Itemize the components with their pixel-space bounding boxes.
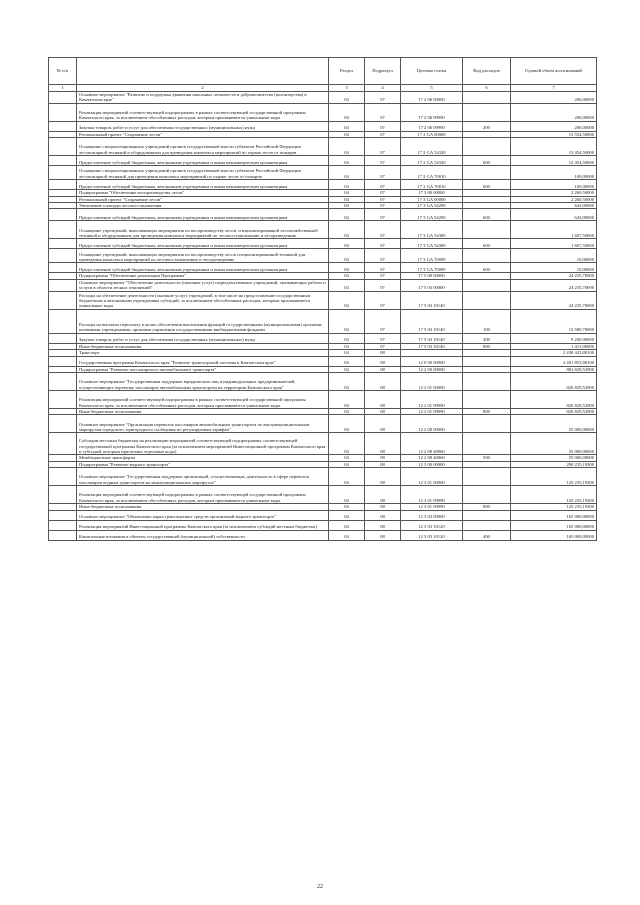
colnum: 7: [511, 85, 597, 92]
cell-sum: 125 235,19300: [511, 504, 597, 510]
cell-vid: [463, 291, 511, 309]
cell-razdel: 04: [329, 309, 365, 333]
cell-sum: 24 235,70000: [511, 291, 597, 309]
cell-razdel: 04: [329, 209, 365, 221]
table-row: [49, 530, 597, 540]
cell-sum: 1 607,50000: [511, 221, 597, 239]
cell-name: Иные бюджетные ассигнования: [77, 409, 329, 415]
table-row: [49, 520, 597, 530]
cell-stat: 17 2 GA 70010: [401, 180, 463, 190]
cell-podrazdel: 07: [365, 343, 401, 349]
cell-podrazdel: 07: [365, 138, 401, 156]
cell-razdel: 04: [329, 131, 365, 137]
table-row: [49, 92, 597, 104]
cell-vid: 600: [463, 239, 511, 249]
cell-razdel: 04: [329, 279, 365, 291]
cell-sum: 826 829,52900: [511, 373, 597, 391]
cell-num: [49, 391, 77, 409]
cell-name: Иные бюджетные ассигнования: [77, 343, 329, 349]
cell-sum: 55 000,00000: [511, 433, 597, 455]
cell-podrazdel: 07: [365, 333, 401, 343]
cell-stat: 17 5 03 10140: [401, 343, 463, 349]
cell-stat: 12 2 08 00000: [401, 415, 463, 433]
colnum: 1: [49, 85, 77, 92]
cell-name: Увеличение площади лесовосстановления: [77, 203, 329, 209]
cell-name: Субсидии местным бюджетам на реализацию мероприятий соответствующей подпрограммы соответствующей государственной программы Камчатского края (за исключением мероприятий Инвестиционной программы Камчатского края и субсидий, которым присвоены отдельные коды): [77, 433, 329, 455]
cell-name: Государственная программа Камчатского края "Развитие транспортной системы в Камчатском крае": [77, 356, 329, 366]
cell-vid: [463, 138, 511, 156]
cell-name: Реализация мероприятий соответствующей подпрограммы в рамках соответствующей государственной программы Камчатского края, за исключением обособленных расходов, которым присваиваются уникальные коды: [77, 391, 329, 409]
cell-razdel: 04: [329, 121, 365, 131]
cell-num: [49, 530, 77, 540]
cell-sum: 9 240,00000: [511, 333, 597, 343]
table-row: [49, 415, 597, 433]
cell-name: Региональный проект "Сохранение лесов": [77, 131, 329, 137]
table-row: [49, 156, 597, 166]
colnum: 5: [401, 85, 463, 92]
cell-vid: [463, 103, 511, 121]
cell-stat: 17 3 GA 54290: [401, 209, 463, 221]
cell-razdel: 04: [329, 391, 365, 409]
cell-name: Предоставление субсидий бюджетным, автономным учреждениям и иным некоммерческим организациям: [77, 156, 329, 166]
cell-num: [49, 180, 77, 190]
cell-vid: 500: [463, 455, 511, 461]
cell-stat: 17 5 03 10140: [401, 333, 463, 343]
cell-name: Оснащение учреждений, выполняющих мероприятия по воспроизводству лесов, специализированной лесохозяйственной техникой и оборудованием для проведения комплекса мероприятий по лесовосстановлению и лесоразведению: [77, 221, 329, 239]
cell-razdel: 04: [329, 486, 365, 504]
cell-podrazdel: 08: [365, 530, 401, 540]
cell-stat: 12 3 01 00000: [401, 468, 463, 486]
cell-vid: 800: [463, 343, 511, 349]
cell-name: Подпрограмма "Развитие водного транспорта": [77, 461, 329, 467]
cell-name: Предоставление субсидий бюджетным, автономным учреждениям и иным некоммерческим организациям: [77, 180, 329, 190]
cell-name: Реализация мероприятий соответствующей подпрограммы в рамках соответствующей государственной программы Камчатского края, за исключением обособленных расходов, которым присваиваются уникальные коды: [77, 103, 329, 121]
cell-sum: 643,00000: [511, 209, 597, 221]
cell-podrazdel: 07: [365, 131, 401, 137]
cell-podrazdel: 07: [365, 209, 401, 221]
cell-podrazdel: 07: [365, 103, 401, 121]
cell-stat: 17 3 GA 54290: [401, 203, 463, 209]
header-stat: Целевая статья: [401, 58, 463, 85]
cell-razdel: 04: [329, 433, 365, 455]
cell-num: [49, 356, 77, 366]
cell-sum: 165 000,00000: [511, 530, 597, 540]
colnum: 2: [77, 85, 329, 92]
table-row: [49, 209, 597, 221]
cell-sum: 55 000,00000: [511, 455, 597, 461]
cell-podrazdel: 07: [365, 239, 401, 249]
cell-num: [49, 279, 77, 291]
table-row: [49, 121, 597, 131]
cell-vid: 600: [463, 263, 511, 273]
cell-num: [49, 209, 77, 221]
table-row: [49, 433, 597, 455]
cell-podrazdel: 07: [365, 180, 401, 190]
cell-vid: [463, 221, 511, 239]
cell-num: [49, 333, 77, 343]
cell-vid: [463, 166, 511, 180]
cell-stat: 17 2 GA 54320: [401, 156, 463, 166]
cell-razdel: 04: [329, 239, 365, 249]
cell-name: Подпрограмма "Обеспечение воспроизводства лесов": [77, 190, 329, 196]
table-row: [49, 180, 597, 190]
cell-sum: 2 438 443,88100: [511, 350, 597, 356]
cell-name: Межбюджетные трансферты: [77, 455, 329, 461]
cell-sum: 24 235,70000: [511, 279, 597, 291]
cell-podrazdel: 07: [365, 166, 401, 180]
cell-podrazdel: 08: [365, 366, 401, 372]
cell-razdel: 04: [329, 373, 365, 391]
cell-podrazdel: 07: [365, 309, 401, 333]
cell-vid: 600: [463, 156, 511, 166]
cell-num: [49, 121, 77, 131]
cell-vid: [463, 433, 511, 455]
cell-sum: 55 000,00000: [511, 415, 597, 433]
cell-name: Предоставление субсидий бюджетным, автономным учреждениям и иным некоммерческим организациям: [77, 239, 329, 249]
cell-name: Предоставление субсидий бюджетным, автономным учреждениям и иным некоммерческим организациям: [77, 263, 329, 273]
page-number: 22: [317, 884, 323, 890]
cell-stat: 12 2 01 09990: [401, 409, 463, 415]
cell-podrazdel: 08: [365, 356, 401, 366]
table-row: [49, 309, 597, 333]
cell-num: [49, 103, 77, 121]
cell-razdel: 04: [329, 166, 365, 180]
table-row: [49, 221, 597, 239]
cell-name: Транспорт: [77, 350, 329, 356]
cell-podrazdel: 07: [365, 263, 401, 273]
cell-name: Закупка товаров, работ и услуг для обеспечения государственных (муниципальных) нужд: [77, 121, 329, 131]
cell-num: [49, 221, 77, 239]
cell-sum: 13 580,70000: [511, 309, 597, 333]
cell-sum: 826 829,52900: [511, 409, 597, 415]
cell-num: [49, 373, 77, 391]
cell-sum: 100,00000: [511, 166, 597, 180]
cell-stat: 17 2 06 09990: [401, 103, 463, 121]
cell-name: Оснащение специализированных учреждений органов государственной власти субъектов Российской Федерации лесопожарной техникой для проведения комплекса мероприятий по охране лесов от пожаров: [77, 166, 329, 180]
cell-podrazdel: 08: [365, 520, 401, 530]
cell-podrazdel: 08: [365, 455, 401, 461]
table-row: [49, 249, 597, 263]
cell-stat: 17 5 03 10140: [401, 291, 463, 309]
cell-sum: 13 454,50000: [511, 156, 597, 166]
cell-razdel: 04: [329, 415, 365, 433]
colnum: 6: [463, 85, 511, 92]
cell-razdel: 04: [329, 273, 365, 279]
cell-stat: 12 3 03 10120: [401, 520, 463, 530]
colnum: 3: [329, 85, 365, 92]
cell-name: Иные бюджетные ассигнования: [77, 504, 329, 510]
cell-podrazdel: 07: [365, 196, 401, 202]
cell-sum: 125 235,19300: [511, 468, 597, 486]
cell-stat: 17 3 GA 70009: [401, 263, 463, 273]
cell-name: Капитальные вложения в объекты государственной (муниципальной) собственности: [77, 530, 329, 540]
cell-sum: 13 454,50000: [511, 138, 597, 156]
cell-razdel: 04: [329, 156, 365, 166]
cell-podrazdel: 07: [365, 121, 401, 131]
cell-razdel: 04: [329, 409, 365, 415]
cell-podrazdel: 07: [365, 291, 401, 309]
cell-stat: 17 3 GA 70009: [401, 249, 463, 263]
cell-num: [49, 263, 77, 273]
table-row: [49, 166, 597, 180]
cell-num: [49, 510, 77, 520]
cell-stat: 17 2 06 00000: [401, 92, 463, 104]
cell-razdel: 04: [329, 504, 365, 510]
cell-stat: 12 3 03 10120: [401, 530, 463, 540]
cell-vid: 200: [463, 333, 511, 343]
table-row: [49, 333, 597, 343]
cell-name: Реализация мероприятий Инвестиционной программы Камчатского края (за исключением субсидий местным бюджетам): [77, 520, 329, 530]
cell-vid: [463, 510, 511, 520]
table-row: [49, 138, 597, 156]
cell-name: Закупка товаров, работ и услуг для обеспечения государственных (муниципальных) нужд: [77, 333, 329, 343]
table-row: [49, 391, 597, 409]
cell-razdel: 04: [329, 333, 365, 343]
cell-vid: [463, 468, 511, 486]
cell-vid: [463, 373, 511, 391]
cell-razdel: 04: [329, 190, 365, 196]
cell-razdel: 04: [329, 180, 365, 190]
cell-stat: 17 2 GA 70010: [401, 166, 463, 180]
cell-razdel: 04: [329, 138, 365, 156]
cell-podrazdel: 07: [365, 190, 401, 196]
cell-num: [49, 520, 77, 530]
cell-sum: 165 000,00000: [511, 510, 597, 520]
cell-sum: 643,00000: [511, 203, 597, 209]
cell-sum: 165 000,00000: [511, 520, 597, 530]
cell-sum: 826 829,52900: [511, 391, 597, 409]
cell-sum: 2 260,50000: [511, 190, 597, 196]
cell-sum: 290 235,19300: [511, 461, 597, 467]
cell-razdel: 04: [329, 350, 365, 356]
cell-name: Расходы на обеспечение деятельности (оказание услуг) учреждений, в том числе на предоставление государственным бюджетным и автономным учреждениям субсидий, за исключением обособленных расходов, которым присваиваются уникальные коды: [77, 291, 329, 309]
cell-vid: [463, 486, 511, 504]
header-razdel: Раздел: [329, 58, 365, 85]
cell-num: [49, 433, 77, 455]
cell-vid: [463, 92, 511, 104]
cell-podrazdel: 07: [365, 156, 401, 166]
cell-vid: 200: [463, 121, 511, 131]
cell-name: Основное мероприятие "Государственная поддержка организаций, осуществляющих деятельность в сфере перевозок пассажиров водным транспортом на межмуниципальных маршрутах": [77, 468, 329, 486]
cell-name: Подпрограмма "Обеспечение реализации Программы": [77, 273, 329, 279]
cell-stat: 12 2 01 09990: [401, 391, 463, 409]
cell-sum: 100,00000: [511, 180, 597, 190]
cell-stat: 17 5 03 10140: [401, 309, 463, 333]
cell-stat: 12 2 08 40060: [401, 455, 463, 461]
cell-num: [49, 156, 77, 166]
cell-podrazdel: 07: [365, 92, 401, 104]
cell-podrazdel: 08: [365, 415, 401, 433]
cell-num: [49, 166, 77, 180]
cell-sum: 206,00000: [511, 121, 597, 131]
table-row: [49, 468, 597, 486]
cell-sum: 1 607,50000: [511, 239, 597, 249]
cell-num: [49, 249, 77, 263]
table-row: [49, 263, 597, 273]
cell-razdel: 04: [329, 510, 365, 520]
cell-sum: 2 401 853,88100: [511, 356, 597, 366]
cell-sum: 13 554,50000: [511, 131, 597, 137]
cell-sum: 206,00000: [511, 92, 597, 104]
cell-stat: 12 3 01 09990: [401, 504, 463, 510]
cell-name: Подпрограмма "Развитие пассажирского автомобильного транспорта": [77, 366, 329, 372]
cell-razdel: 04: [329, 468, 365, 486]
header-podrazdel: Подраздел: [365, 58, 401, 85]
cell-razdel: 04: [329, 356, 365, 366]
cell-name: Основное мероприятие "Обеспечение деятельности (оказание услуг) подведомственных учреждений, оказывающих работы и услуги в области лесных отношений": [77, 279, 329, 291]
cell-num: [49, 486, 77, 504]
cell-podrazdel: 08: [365, 350, 401, 356]
cell-name: Основное мероприятие "Организация перевозок пассажиров автомобильным транспортом по внутримуниципальным маршрутам городского, пригородного сообщения по регулируемым тарифам": [77, 415, 329, 433]
cell-razdel: 04: [329, 343, 365, 349]
cell-podrazdel: 08: [365, 373, 401, 391]
cell-stat: 17 5 03 00000: [401, 279, 463, 291]
cell-razdel: 04: [329, 455, 365, 461]
cell-vid: [463, 415, 511, 433]
cell-razdel: 04: [329, 221, 365, 239]
cell-podrazdel: 07: [365, 249, 401, 263]
cell-podrazdel: 07: [365, 279, 401, 291]
cell-vid: 100: [463, 309, 511, 333]
table-row: [49, 103, 597, 121]
cell-podrazdel: 08: [365, 461, 401, 467]
cell-vid: 600: [463, 180, 511, 190]
cell-sum: 1 415,00000: [511, 343, 597, 349]
cell-podrazdel: 08: [365, 468, 401, 486]
budget-table: [48, 57, 597, 541]
column-number-row: [49, 85, 597, 92]
cell-razdel: 04: [329, 263, 365, 273]
cell-vid: 800: [463, 504, 511, 510]
cell-sum: 10,00000: [511, 263, 597, 273]
cell-name: Региональный проект "Сохранение лесов": [77, 196, 329, 202]
cell-stat: 17 2 GA 54320: [401, 138, 463, 156]
cell-num: [49, 291, 77, 309]
cell-razdel: 04: [329, 520, 365, 530]
cell-stat: 12 3 01 09990: [401, 486, 463, 504]
cell-stat: 17 2 06 09990: [401, 121, 463, 131]
cell-vid: [463, 391, 511, 409]
table-row: [49, 291, 597, 309]
table-body: [49, 92, 597, 541]
table-row: [49, 239, 597, 249]
cell-name: Расходы на выплаты персоналу в целях обеспечения выполнения функций государственными (муниципальными) органами, казенными учреждениями, органами управления государственными внебюджетными фондами: [77, 309, 329, 333]
cell-name: Оснащение специализированных учреждений органов государственной власти субъектов Российской Федерации лесопожарной техникой и оборудованием для проведения комплекса мероприятий по охране лесов от пожаров: [77, 138, 329, 156]
cell-sum: 881 829,52900: [511, 366, 597, 372]
cell-stat: 12 3 03 00000: [401, 510, 463, 520]
cell-podrazdel: 07: [365, 273, 401, 279]
header-num: № п/п: [49, 58, 77, 85]
cell-num: [49, 415, 77, 433]
header-name: [77, 58, 329, 85]
cell-name: Основное мероприятие "Государственная поддержка юридических лиц и индивидуальных предпринимателей, осуществляющих перевозку пассажиров автомобильным транспортом на территории Камчатского края": [77, 373, 329, 391]
cell-num: [49, 92, 77, 104]
cell-stat: 17 3 GA 00000: [401, 196, 463, 202]
cell-podrazdel: 08: [365, 409, 401, 415]
cell-num: [49, 309, 77, 333]
header-vid: Вид расходов: [463, 58, 511, 85]
cell-vid: 600: [463, 209, 511, 221]
cell-razdel: 04: [329, 291, 365, 309]
cell-vid: 400: [463, 530, 511, 540]
table-header-row: [49, 58, 597, 85]
cell-vid: [463, 520, 511, 530]
cell-stat: 17 2 GA 00000: [401, 131, 463, 137]
cell-sum: 125 235,19300: [511, 486, 597, 504]
cell-podrazdel: 08: [365, 391, 401, 409]
cell-razdel: 04: [329, 103, 365, 121]
cell-vid: [463, 356, 511, 366]
cell-num: [49, 138, 77, 156]
cell-podrazdel: 08: [365, 486, 401, 504]
table-row: [49, 486, 597, 504]
cell-stat: 17 3 GA 54300: [401, 239, 463, 249]
cell-sum: 10,00000: [511, 249, 597, 263]
cell-sum: 24 235,70000: [511, 273, 597, 279]
cell-stat: 17 3 GA 54300: [401, 221, 463, 239]
cell-razdel: 04: [329, 203, 365, 209]
cell-vid: [463, 249, 511, 263]
cell-razdel: 04: [329, 92, 365, 104]
cell-name: Основное мероприятие "Развитие и поддержка движения школьных лесничеств и добровольчества (волонтерства) в Камчатском крае": [77, 92, 329, 104]
cell-stat: 17 5 00 00000: [401, 273, 463, 279]
cell-stat: 12 2 01 00000: [401, 373, 463, 391]
cell-num: [49, 239, 77, 249]
table-row: [49, 510, 597, 520]
cell-podrazdel: 08: [365, 433, 401, 455]
cell-podrazdel: 07: [365, 203, 401, 209]
cell-stat: 12 2 00 00000: [401, 366, 463, 372]
cell-podrazdel: 08: [365, 504, 401, 510]
cell-razdel: 04: [329, 249, 365, 263]
cell-razdel: 04: [329, 461, 365, 467]
cell-razdel: 04: [329, 196, 365, 202]
cell-num: [49, 468, 77, 486]
cell-razdel: 04: [329, 366, 365, 372]
cell-name: Предоставление субсидий бюджетным, автономным учреждениям и иным некоммерческим организациям: [77, 209, 329, 221]
table-row: [49, 356, 597, 366]
cell-stat: 12 2 08 40060: [401, 433, 463, 455]
cell-stat: 12 3 00 00000: [401, 461, 463, 467]
cell-stat: 12 0 00 00000: [401, 356, 463, 366]
table-row: [49, 279, 597, 291]
table-row: [49, 373, 597, 391]
cell-stat: 17 3 00 00000: [401, 190, 463, 196]
cell-vid: [463, 279, 511, 291]
cell-name: Основное мероприятие "Обновление парка транспортных средств организаций водного транспорта": [77, 510, 329, 520]
cell-sum: 2 260,50000: [511, 196, 597, 202]
header-sum: Годовой объем ассигнований: [511, 58, 597, 85]
cell-podrazdel: 07: [365, 221, 401, 239]
cell-razdel: 04: [329, 530, 365, 540]
cell-sum: 206,00000: [511, 103, 597, 121]
cell-vid: 800: [463, 409, 511, 415]
cell-name: Реализация мероприятий соответствующей подпрограммы в рамках соответствующей государственной программы Камчатского края, за исключением обособленных расходов, которым присваиваются уникальные коды: [77, 486, 329, 504]
cell-podrazdel: 08: [365, 510, 401, 520]
cell-name: Оснащение учреждений, выполняющих мероприятия по воспроизводству лесов специализированной техникой для проведения комплекса мероприятий по лесовосстановлению и лесоразведению: [77, 249, 329, 263]
colnum: 4: [365, 85, 401, 92]
